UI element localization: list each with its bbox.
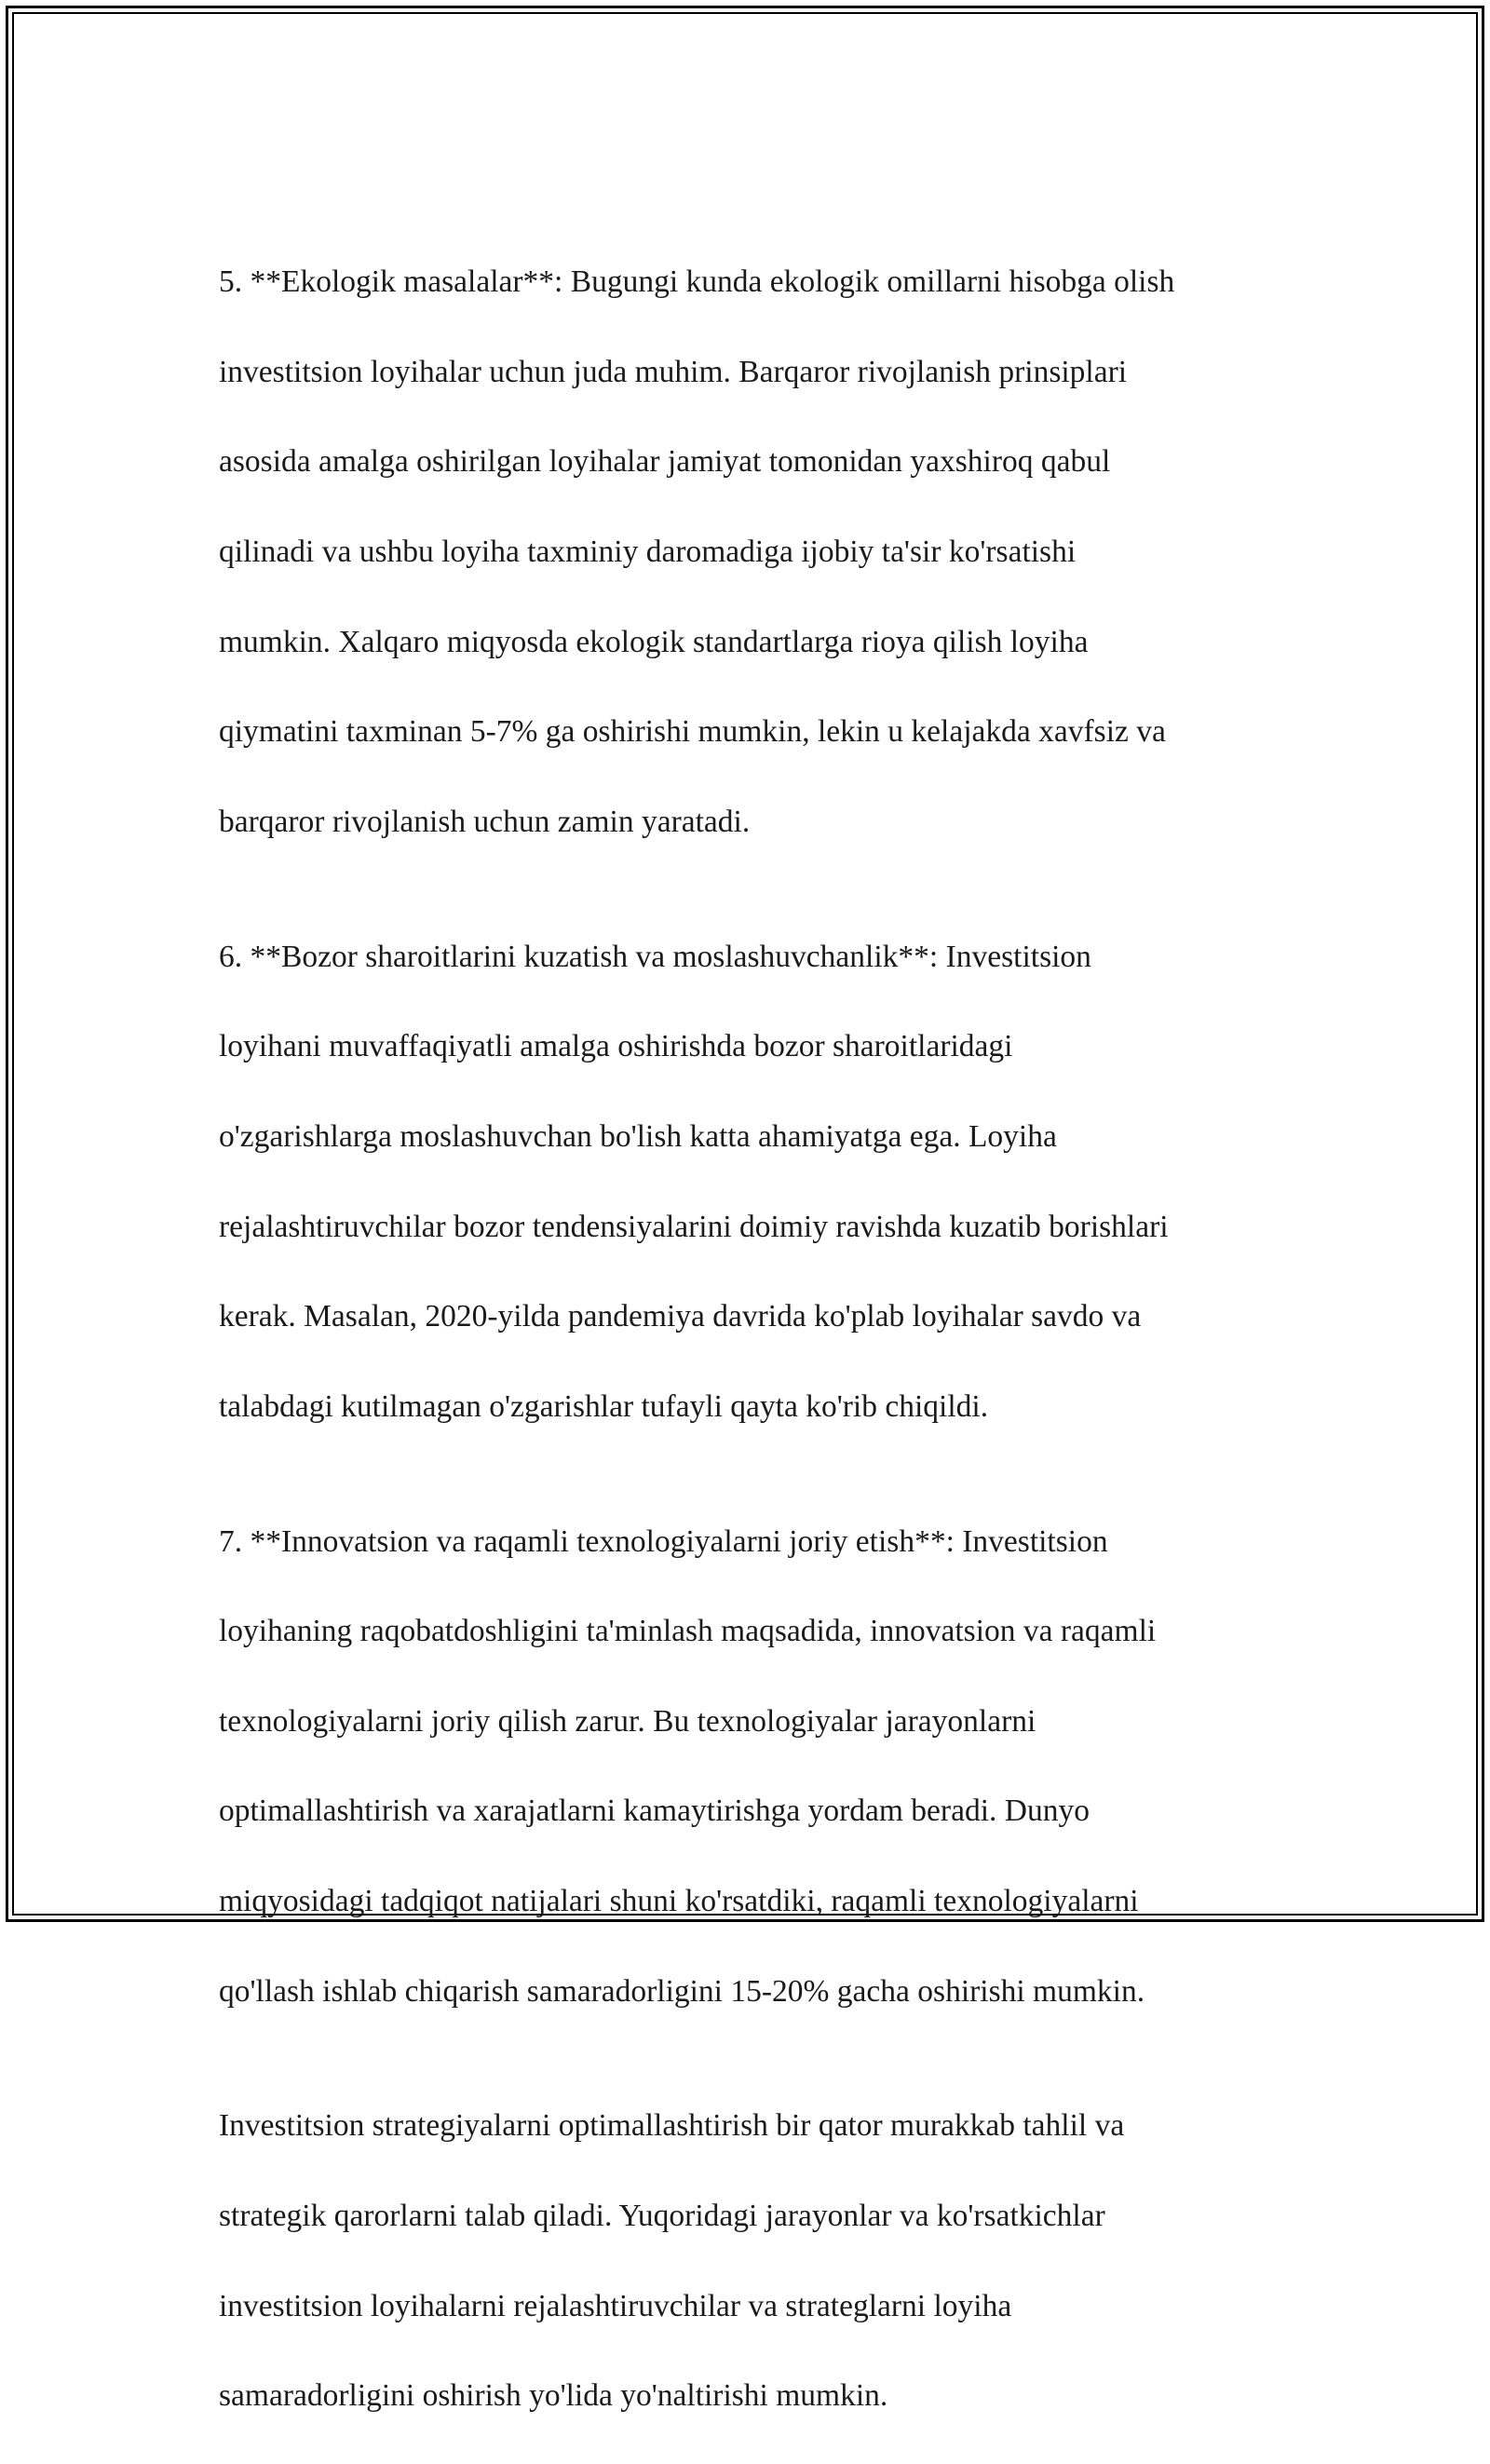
text-line: qiymatini taxminan 5-7% ga oshirishi mumkin, lekin u kelajakda xavfsiz va xyxy=(219,714,1166,750)
text-line: mumkin. Xalqaro miqyosda ekologik standartlarga rioya qilish loyiha xyxy=(219,624,1089,659)
text-line: strategik qarorlarni talab qiladi. Yuqoridagi jarayonlar va ko'rsatkichlar xyxy=(219,2199,1105,2234)
text-line: Investitsion strategiyalarni optimallashtirish bir qator murakkab tahlil va xyxy=(219,2108,1125,2144)
text-line: loyihaning raqobatdoshligini ta'minlash maqsadida, innovatsion va raqamli xyxy=(219,1614,1157,1649)
paragraph-conclusion xyxy=(219,2059,1299,2418)
text-line: kerak. Masalan, 2020-yilda pandemiya davrida ko'plab loyihalar savdo va xyxy=(219,1299,1142,1334)
document-body xyxy=(219,215,1299,2464)
paragraph-market-conditions xyxy=(219,889,1299,1429)
text-line: miqyosidagi tadqiqot natijalari shuni ko'rsatdiki, raqamli texnologiyalarni xyxy=(219,1883,1139,1918)
text-line: barqaror rivojlanish uchun zamin yaratadi. xyxy=(219,804,751,839)
paragraph-ecological-issues xyxy=(219,215,1299,845)
text-line: qilinadi va ushbu loyiha taxminiy daromadiga ijobiy ta'sir ko'rsatishi xyxy=(219,535,1077,570)
text-line: o'zgarishlarga moslashuvchan bo'lish katta ahamiyatga ega. Loyiha xyxy=(219,1118,1057,1154)
text-line: samaradorligini oshirish yo'lida yo'naltirishi mumkin. xyxy=(219,2378,888,2414)
text-line: optimallashtirish va xarajatlarni kamaytirishga yordam beradi. Dunyo xyxy=(219,1794,1090,1829)
text-line: qo'llash ishlab chiqarish samaradorligini 15-20% gacha oshirishi mumkin. xyxy=(219,1973,1145,2009)
text-line: 7. **Innovatsion va raqamli texnologiyalarni joriy etish**: Investitsion xyxy=(219,1523,1108,1559)
text-line: 6. **Bozor sharoitlarini kuzatish va moslashuvchanlik**: Investitsion xyxy=(219,939,1091,974)
text-line: investitsion loyihalarni rejalashtiruvchilar va strateglarni loyiha xyxy=(219,2288,1012,2323)
paragraph-innovation-technology xyxy=(219,1474,1299,2014)
text-line: loyihani muvaffaqiyatli amalga oshirishda bozor sharoitlaridagi xyxy=(219,1029,1013,1064)
text-line: texnologiyalarni joriy qilish zarur. Bu texnologiyalar jarayonlarni xyxy=(219,1703,1036,1739)
text-line: investitsion loyihalar uchun juda muhim. Barqaror rivojlanish prinsiplari xyxy=(219,354,1128,389)
text-line: asosida amalga oshirilgan loyihalar jamiyat tomonidan yaxshiroq qabul xyxy=(219,444,1111,480)
text-line: 5. **Ekologik masalalar**: Bugungi kunda ekologik omillarni hisobga olish xyxy=(219,264,1175,300)
text-line: talabdagi kutilmagan o'zgarishlar tufayli qayta ko'rib chiqildi. xyxy=(219,1388,989,1424)
text-line: rejalashtiruvchilar bozor tendensiyalarini doimiy ravishda kuzatib borishlari xyxy=(219,1209,1169,1244)
